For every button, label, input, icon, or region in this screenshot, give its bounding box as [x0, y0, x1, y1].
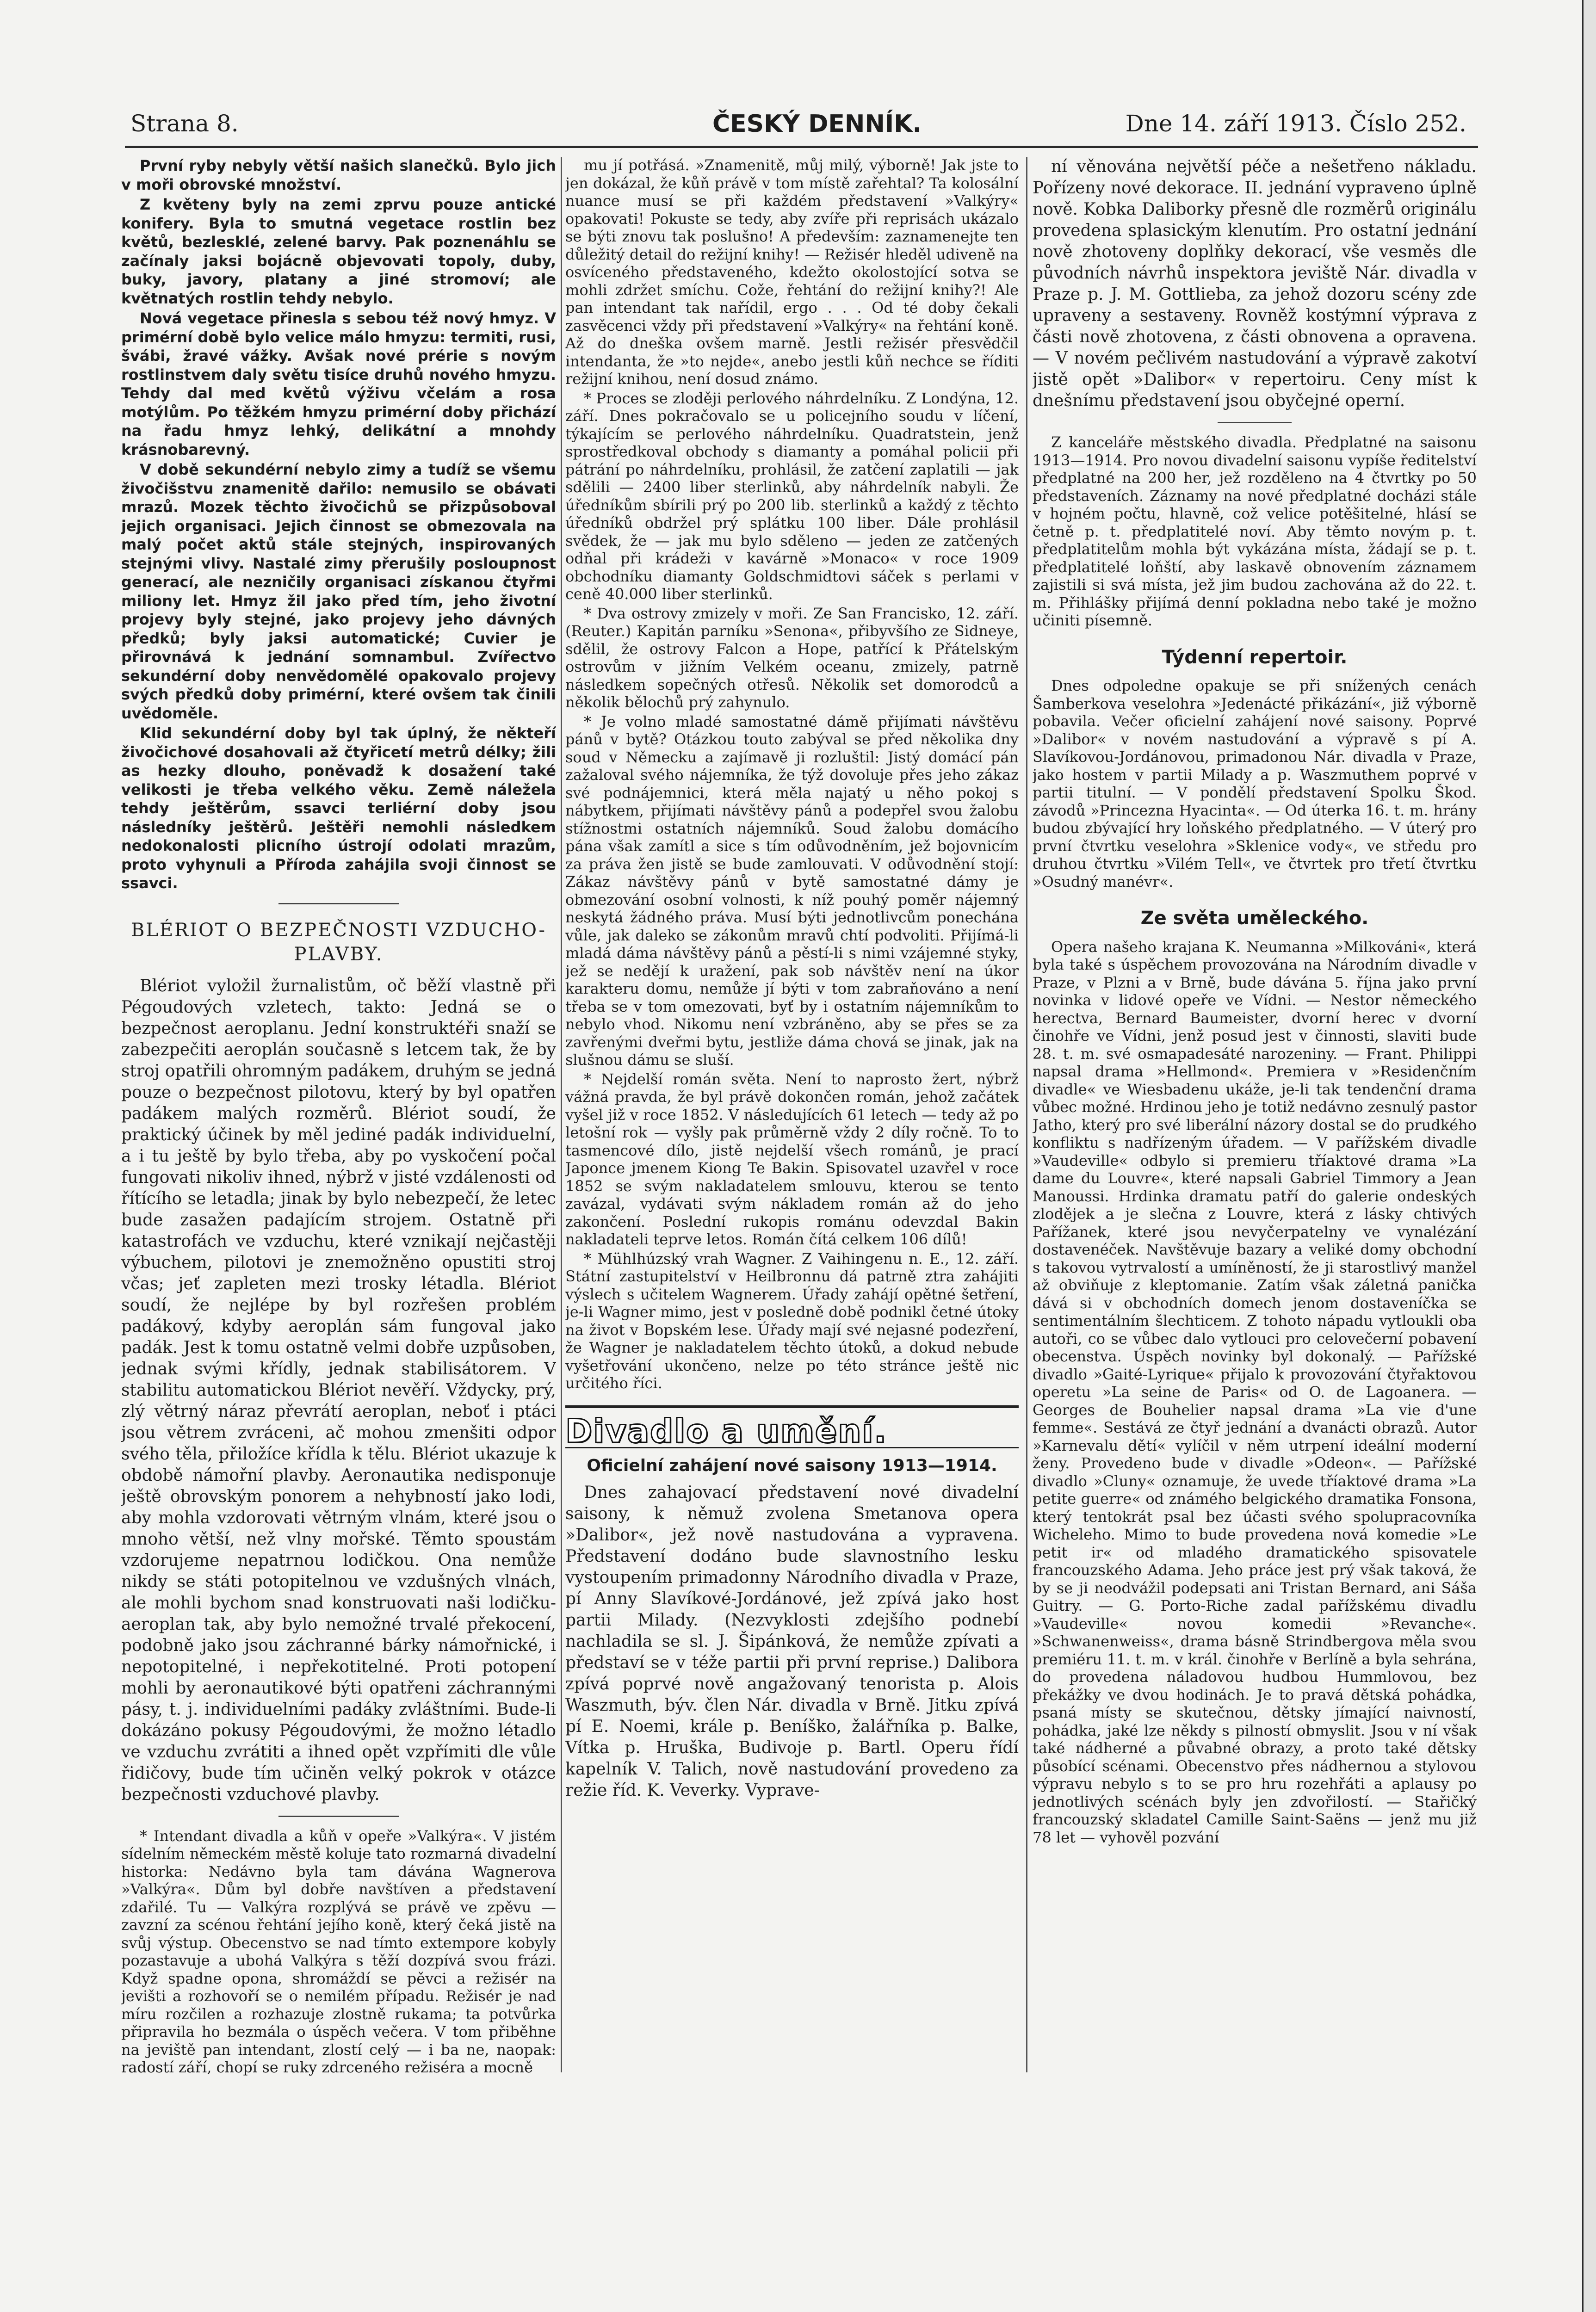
column-3: [1033, 156, 1477, 2076]
column-rule-2: [1026, 157, 1027, 2072]
news-item: * Nejdelší román světa. Není to naprosto žert, nýbrž vážná pravda, že byl právě dokončen román, jehož začátek vyšel již v roce 1852. V následujících 61 letech — tedy až po letošní rok — vyšly pak průměrně vždy 2 díly ročně. To to tasmencové dílo, jistě nejdelší všech románů, je prací Japonce jmenem Kiong Te Bakin. Spisovatel uzavřel v roce 1852 se svým nakladatelem smlouvu, kterou se tento zavázal, vydávati svým nákladem román až do jeho zakončení. Poslední rukopis románu odevzdal Bakin nakladateli teprve letos. Román čítá celkem 106 dílů!: [565, 1070, 1019, 1248]
svet-heading: Ze světa uměleckého.: [1140, 908, 1369, 929]
repertoir-heading: Týdenní repertoir.: [1162, 646, 1348, 668]
article-paragraph: Dnes odpoledne opakuje se při snížených cenách Šamberkova veselohra »Jedenácté přikázání«, již výborně pobavila. Večer oficielní zahájení nové saisony. Poprvé »Dalibor« v novém nastudování a výpravě s pí A. Slavíkovou-Jordánovou, primadonou Nár. divadla v Praze, jako hostem v partii Milady a p. Waszmuthem poprvé v partii titulní. — V pondělí představení Spolku Škod. závodů »Princezna Hyacinta«. — Od úterka 16. t. m. hrány budou zbývající hry loňského předplatného. — V úterý pro první čtvrtku veselohra »Sklenice vody«, ve středu pro druhou čtvrtku »Vilém Tell«, ve čtvrtek pro třetí čtvrtku »Osudný manévr«.: [1033, 677, 1477, 890]
separator: [278, 1816, 399, 1817]
article-continuation: ní věnována největší péče a nešetřeno nákladu. Pořízeny nové dekorace. II. jednání vypraveno úplně nově. Kobka Daliborky přesně dle rozměrů originálu provedena splasickým klenutím. Pro ostatní jednání nově zhotoveny doplňky dekorací, vše vesměs dle původních návrhů inspektora jeviště Nár. divadla v Praze p. J. M. Gottlieba, za jehož dozoru scény zde upraveny a sestaveny. Rovněž kostýmní výprava z části nově zhotovena, z části obnovena a opravena. — V novém pečlivém nastudování a výpravě zakotví jistě opět »Dalibor« v repertoiru. Ceny míst k dnešnímu představení jsou obyčejné operní.: [1033, 157, 1477, 410]
article-continuation: mu jí potřásá. »Znamenitě, můj milý, výborně! Jak jste to jen dokázal, že kůň právě v tom místě zařehtal? Ta kolosální nuance musí se při každém představení »Valkýry« opakovati! Pokuste se tedy, aby zvíře při reprisách ukázalo se býti znovu tak poslušno! A především: zaznamenejte ten důležitý detail do režijní knihy! — Režisér hleděl udiveně na osvíceného představeného, kdežto okolostojící sotva se mohli zdržet smíchu. Cože, řehtání do režijní knihy?! Ale pan intendant tak nařídil, ergo . . . Od té doby čekali zasvěcenci vždy při představení »Valkýry« na řehtání koně. Až do dneška ovšem marně. Jestli režisér přesvědčil intendanta, že »to nejde«, anebo jestli kůň nechce se říditi režijní knihou, není dosud známo.: [565, 156, 1019, 388]
article-paragraph: První ryby nebyly větší našich slanečků. Bylo jich v moři obrovské množství.: [121, 157, 556, 193]
news-item: * Mühlhúzský vrah Wagner. Z Vaihingenu n. E., 12. září. Státní zastupitelství v Heilbronnu dá patrně ztra zahájiti výslech s učitelem Wagnerem. Úřady zahájí opětné šetření, je-li Wagner mimo, jest v posledně době podnikl četné útoky na život v Bopském lese. Úřady mají své nejasné podezření, že Wagner je nakladatelem těchto útoků, a dokud nebude vyšetřování ukončeno, nelze po této stránce ještě nic určitého říci.: [565, 1249, 1019, 1392]
separator: [278, 903, 399, 904]
news-item: Z kanceláře městského divadla. Předplatné na saisonu 1913—1914. Pro novou divadelní saisonu vypíše ředitelství předplatné na 200 her, jež rozděleno na 4 čtvrtky po 50 představeních. Záznamy na nové předplatné docházi stále v hojném počtu, hlavně, což velice potěšitelné, hlásí se četně p. t. předplatitelé noví. Aby těmto novým p. t. předplatitelům mohla být vykázána místa, žádají se p. t. předplatitelé loňští, aby laskavě obnovením záznamem zajistili si svá místa, jež jim budou zachována až do 22. t. m. Přihlášky přijímá denní pokladna nebo také je možno učiniti písemně.: [1033, 433, 1477, 629]
page-header: [125, 110, 1476, 147]
article-paragraph: Blériot vyložil žurnalistům, oč běží vlastně při Pégoudových vzletech, takto: Jedná se o bezpečnost aeroplanu. Jední konstruktéři snaží se zabezpečiti aeroplán současně s letcem tak, že by stroj opatřili ohromným padákem, druhým se jedná pouze o bezpečnost pilotovu, který by byl opatřen padákem malých rozměrů. Blériot soudí, že praktický účinek by měl jediné padák individuelní, a i tu ještě by bylo třeba, aby po vyskočení počal fungovati nikoliv ihned, nýbrž v jisté vzdálenosti od řítícího se letadla; jinak by bylo nebezpečí, že letec bude zasažen padajícím strojem. Ostatně při katastrofách ve vzduchu, které vznikají nejčastěji výbuchem, pilotovi je znemožněno opustiti stroj včas; jeť zapleten mezi trosky létadla. Blériot soudí, že nejlépe by byl rozřešen problém padákový, kdyby aeroplán sám fungoval jako padák. Jest k tomu ostatně velmi dobře uzpůsoben, jednak svými křídly, jednak stabilisátorem. V stabilitu automatickou Blériot nevěří. Vždycky, prý, zlý větrný náraz převrátí aeroplan, neboť i ptáci jsou větrem zvráceni, ač mohou zmenšiti odpor svého těla, přiložíce křídla k tělu. Blériot ukazuje k obdobě námořní plavby. Aeronautika nedisponuje ještě obrovským ponorem a nehybností jako lodi, aby mohla vzdorovati větrným vlnám, které jsou o mnoho větší, než vlny mořské. Těmto spoustám vzdorujeme nepatrnou lodičkou. Ona nemůže nikdy se státi potopitelnou ve vzdušných vlnách, ale mohli bychom snad konstruovati naši lodičku-aeroplan tak, aby bylo nemožné trvalé překocení, podobně jako jsou záchranné bárky námořnické, i nepotopitelné, i nepřekotitelné. Proti potopení mohli by aeronautikové býti opatřeni záchrannými pásy, t. j. individuelními padáky zvláštními. Bude-li dokázáno pokusy Pégoudovými, že možno létadlo ve vzduchu zvrátiti a ihned opět vzpřímiti dle vůle řidičovy, bude tím učiněn velký pokrok v otázce bezpečnosti vzduchové plavby.: [121, 976, 556, 1804]
news-item: * Intendant divadla a kůň v opeře »Valkýra«. V jistém sídelním německém městě koluje tato rozmarná divadelní historka: Nedávno byla tam dávána Wagnerova »Valkýra«. Dům byl dobře navštíven a představení zdařilé. Tu — Valkýra rozplývá se právě ve zpěvu — zavzní za scénou řehtání jejího koně, který čeká jistě na svůj výstup. Obecenstvo se nad tímto extempore kobyly pozastavuje a ubohá Valkýra s těží dozpívá svou frázi. Když spadne opona, shromáždí se pěvci a režisér na jevišti a rozhovoří se o nemilém případu. Režisér je nad míru rozčilen a rozhazuje zlostně rukama; ta potvůrka připravila ho bezmála o úspěch večera. V tom přiběhne na jeviště pan intendant, zlostí celý — i ba ne, naopak: radostí září, chopí se ruky zdrceného režiséra a mocně: [121, 1827, 556, 2076]
page-number: Strana 8.: [130, 110, 239, 137]
article-paragraph: V době sekundérní nebylo zimy a tudíž se všemu živočišstvu znamenitě dařilo: nemusilo se obávati mrazů. Mozek těchto živočichů se přizpůsoboval jejich organisaci. Jejich činnost se obmezovala na malý počet aktů stále stejných, inspirovaných stejnými vlivy. Nastalé zimy přerušily posloupnost generací, ale nezničily organisaci získanou čtyřmi miliony let. Hmyz žil jako před tím, jeho životní projevy byly stejné, jako projevy jeho dávných předků; byly jaksi automatické; Cuvier je přirovnává k jednání somnambul. Zvířectvo sekundérní doby nenvědomělé opakovalo projevy svých předků doby primérní, které ovšem tak činili uvědoměle.: [121, 461, 556, 722]
column-rule-1: [561, 157, 562, 2072]
issue-date: Dne 14. září 1913. Číslo 252.: [1125, 110, 1466, 137]
news-item: * Proces se zloději perlového náhrdelníku. Z Londýna, 12. září. Dnes pokračovalo se u policejního soudu v líčení, týkajícím se perlového náhrdelníku. Quadratstein, jenž sprostředkoval obchody s diamanty a pomáhal policii při pátrání po náhrdelníku, prohlásil, že zatčení zaplatili — jak sdělili — 2400 liber sterlinků, aby náhrdelník nabyli. Že úředníkům sbírili prý po 200 lib. sterlinků a každý z těchto úředníků obdržel prý splátku 100 liber. Dále prohlásil svědek, že — jak mu bylo sděleno — jeden ze zatčených odňal při krádeži v kavárně »Monaco« v roce 1909 obchodníku diamanty Goldschmidtovi sáček s perlami v ceně 40.000 liber sterlinků.: [565, 389, 1019, 603]
column-1: [121, 156, 556, 2076]
article-paragraph: Z květeny byly na zemi zprvu pouze antické konifery. Byla to smutná vegetace rostlin bez květů, bezlesklé, zelené barvy. Pak poznenáhlu se začínaly jaksi bojácně objevovati topoly, duby, buky, javory, platany a jiné stromoví; ale květnatých rostlin tehdy nebylo.: [121, 196, 556, 307]
news-item: * Je volno mladé samostatné dámě přijímati návštěvu pánů v bytě? Otázkou touto zabýval se před několika dny soud v Německu a zajímavě ji rozluštil: Jistý domácí pán zažaloval svého nájemníka, že týž dovoluje přes jeho zákaz své podnájemnici, která měla najatý u něho pokoj s nábytkem, přijímati návštěvy pánů a podepřel svou žalobu stížnostmi ostatních nájemníků. Soud žalobu domácího pána však zamítl a sice s tím odůvodněním, jež bojovnicím za práva žen jistě se bude zamlouvati. V odůvodnění stojí: Zákaz návštěvy pánů v bytě samostatné dámy je obmezování osobní volnosti, k níž pouhý poměr nájemný neskytá žádného práva. Musí býti jednotlivcům ponechána vůle, jak daleko se zákonům mravů chtí podvoliti. Přijímá-li mladá dáma návštěvy pánů a pěstí-li s nimi vzájemné styky, jež se nedějí k uražení, pak sob návštěv není na úkor karakteru domu, nemůže jí býti v tom zabraňováno a není třeba se v tom omezovati, byť by i ostatním nájemníkům to nebylo vhod. Nikomu není vzbráněno, aby se přes se za zavřenými dveřmi bytu, jestliže dáma chová se jinak, jak na slušnou dámu se sluší.: [565, 712, 1019, 1069]
header-rule: [125, 146, 1478, 148]
article-paragraph: Nová vegetace přinesla s sebou též nový hmyz. V primérní době bylo velice málo hmyzu: termiti, rusi, švábi, žravé vážky. Avšak nové prérie s novým rostlinstvem daly světu tisíce druhů nového hmyzu. Tehdy dal med květů výživu včelám a rosa motýlům. Po těžkém hmyzu primérní doby přichází na řadu hmyz lehký, delikátní a mnohdy krásnobarevný.: [121, 309, 556, 458]
separator: [1218, 422, 1292, 423]
column-2: [565, 156, 1019, 2076]
newspaper-title: ČESKÝ DENNÍK.: [712, 110, 922, 138]
article-paragraph: Klid sekundérní doby byl tak úplný, že někteří živočichové dosahovali až čtyřicetí metrů délky; žili as hezky dlouho, poněvadž k dosažení také velikosti je třeba velkého věku. Země náležela tehdy ještěrům, ssavci terliérní doby jsou následníky ještěrů. Ještěři nemohli následkem nedokonalosti plicního ústrojí odolati mrazům, proto vyhynuli a Příroda zahájila svoji činnost se ssavci.: [121, 724, 556, 892]
section-subhead: Oficielní zahájení nové saisony 1913—1914.: [587, 1456, 997, 1475]
section-banner: Divadlo a umění.: [565, 1405, 1019, 1449]
article-paragraph: Dnes zahajovací představení nové divadelní saisony, k němuž zvolena Smetanova opera »Dalibor«, jež nově nastudována a vypravena. Představení dodáno bude slavnostního lesku vystoupením primadonny Národního divadla v Praze, pí Anny Slavíkové-Jordánové, jež zpívá jako host partii Milady. (Nezvyklosti zdejšího podnebí nachladila se sl. J. Šipánková, že nemůže zpívati a představí se v téže partii při první reprise.) Dalibora zpívá poprvé nově angažovaný tenorista p. Alois Waszmuth, býv. člen Nár. divadla v Brně. Jitku zpívá pí E. Noemi, krále p. Beníško, žalářníka p. Balke, Vítka p. Hruška, Budivoje p. Bartl. Operu řídí kapelník V. Talich, nově nastudování provedeno za režie říd. K. Veverky. Vyprave-: [565, 1483, 1019, 1800]
bleriot-heading: BLÉRIOT O BEZPEČNOSTI VZDUCHO- PLAVBY.: [131, 919, 546, 965]
news-item: * Dva ostrovy zmizely v moři. Ze San Francisko, 12. září. (Reuter.) Kapitán parníku »Senona«, přibyvšího ze Sidneye, sdělil, že ostrovy Falcon a Hope, patřící k Přátelským ostrovům v jižním Velkém oceanu, zmizely, patrně následkem sopečných otřesů. Několik set domorodců a několik bělochů prý zahynulo.: [565, 604, 1019, 711]
page-edge: [1582, 0, 1596, 2312]
article-paragraph: Opera našeho krajana K. Neumanna »Milkováni«, která byla také s úspěchem provozována na Národním divadle v Praze, v Plzni a v Brně, bude dávána 5. října jako první novinka v lidové opeře ve Vídni. — Nestor německého herectva, Bernard Baumeister, dvorní herec v dvorní činohře ve Vídni, jenž posud jest v činnosti, slaviti bude 28. t. m. své osmapadesáté narozeniny. — Frant. Philippi napsal drama »Hellmond«. Premiera v »Residenčním divadle« ve Wiesbadenu ukáže, je-li tak tendenční drama vůbec možné. Hrdinou jeho je totiž nedávno zesnulý pastor Jatho, který pro své liberální názory dostal se do prudkého konfliktu s nadřízeným úřadem. — V pařížském divadle »Vaudeville« odbylo si premieru tříaktové drama »La dame du Louvre«, které napsali Gabriel Timmory a Jean Manoussi. Hrdinka dramatu patří do galerie ondeských zlodějek a je slečna z Louvre, která z lásky chtivých Pařížanek, které jsou nevyčerpatelny ve vynalézání dostavenéček. Navštěvuje bazary a veliké domy obchodní s takovou vytrvalostí a umíněností, že ji starostlivý manžel až obviňuje z kleptomanie. Zatím však záletná panička dává si v obchodních domech jenom dostaveníčka se sentimentálním šlechticem. Z tohoto nápadu vytloukli oba autoři, co se vůbec dalo vytlouci pro celovečerní pobavení obecenstva. Úspěch novinky byl dokonalý. — Pařížské divadlo »Gaité-Lyrique« přijalo k provozování čtyřaktovou operetu »La seine de Paris« od O. de Lagoanera. — Georges de Bouhelier napsal drama »La vie d'une femme«. Sestává ze čtyř jednání a dvanácti obrazů. Autor »Karnevalu dětí« vylíčil v něm utrpení ideální moderní ženy. Provedeno bude v divadle »Odeon«. — Pařížské divadlo »Cluny« oznamuje, že uvede tříaktové drama »La petite guerre« od známého belgického dramatika Fonsona, který tentokrát psal bez účasti svého spolupracovníka Wicheleho. Mimo to bude provedena nová komedie »Le petit ir« od mladého dramatického spisovatele francouzského Adama. Jeho práce jest prý však taková, že by se ji neodvážil podepsati ani Tristan Bernard, ani Sáša Guitry. — G. Porto-Riche zadal pařížskému divadlu »Vaudeville« novou komedii »Revanche«. »Schwanenweiss«, drama básně Strindbergova měla svou premiéru 11. t. m. v král. činohře v Berlíně a byla sehrána, do provedena náladovou hudbou Hummlovou, bez překážky ve dvou hodinách. Je to pravá dětská pohádka, psaná místy se skutečnou, dětsky jímající naivností, pohádka, jaké lze někdy s pilností obmyslit. Jsou v ní však také nádherné a půvabné obrazy, a proto také dětsky působící scénami. Obecenstvo přes nádhernou a stylovou výpravu nebylo s to se pro hru rozehřáti a aplausy po jednotlivých scénách byly jen zdvořilostí. — Stařičký francouzský skladatel Camille Saint-Saëns — jenž mu již 78 let — vyhověl pozvání: [1033, 938, 1477, 1846]
